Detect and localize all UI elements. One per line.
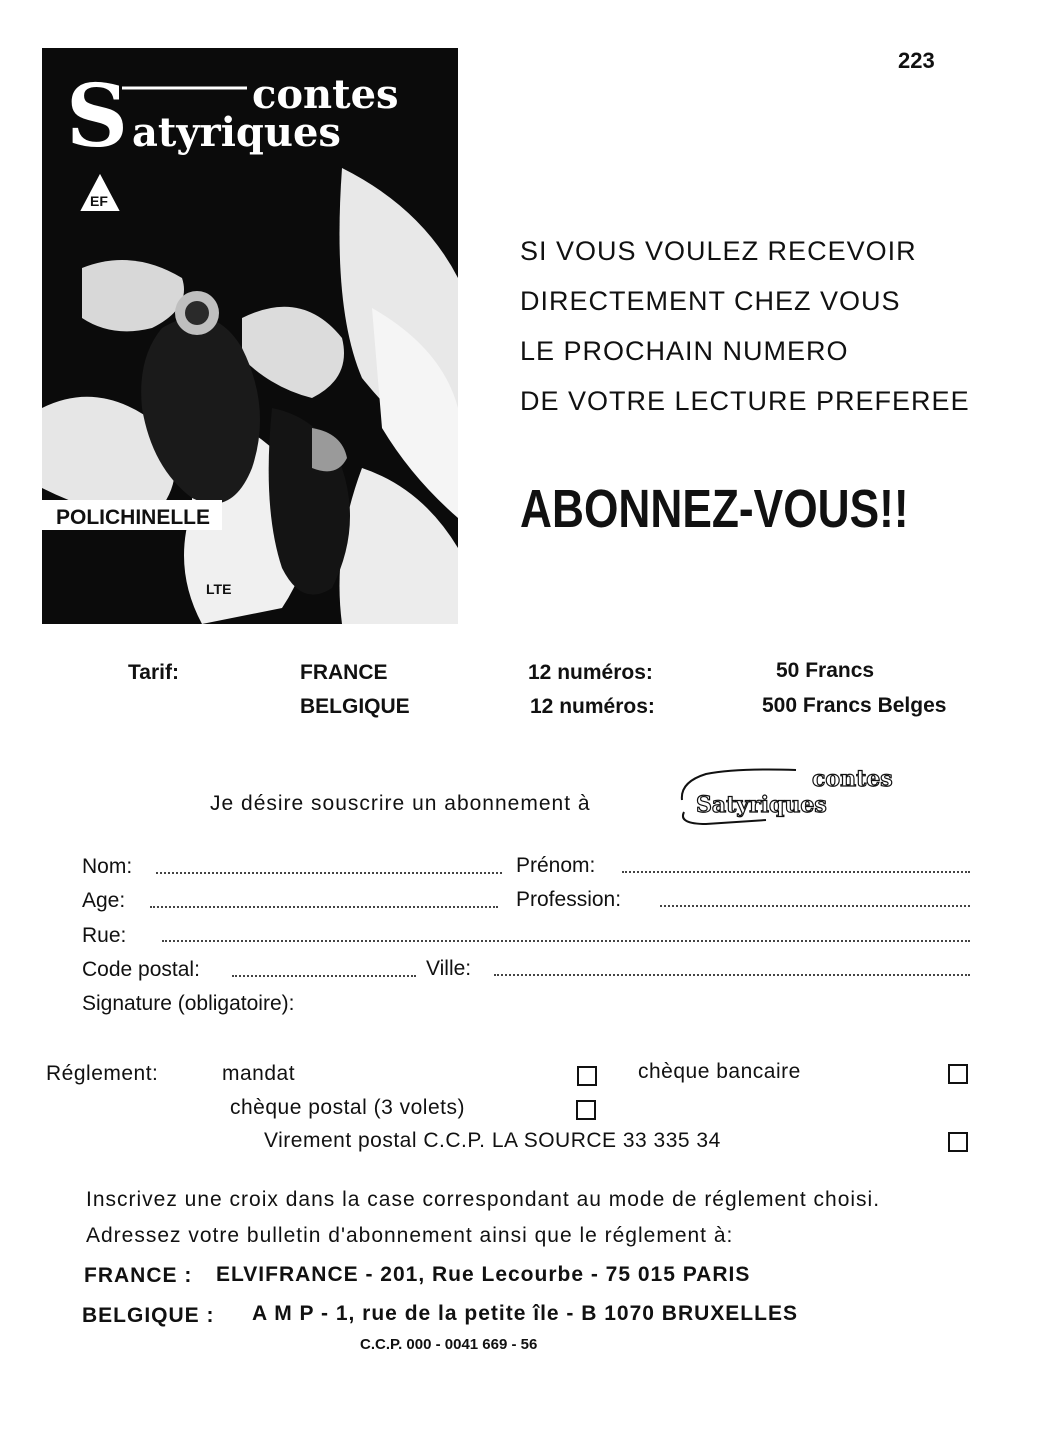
tarif-country: BELGIQUE (300, 695, 410, 718)
subscribe-text: Je désire souscrire un abonnement à (210, 792, 591, 815)
small-logo-line2: Satyriques (696, 792, 827, 818)
ville-label: Ville: (426, 957, 472, 980)
cover-title-initial: S (66, 66, 129, 167)
page-number: 223 (898, 48, 935, 73)
tarif-issues: 12 numéros: (530, 695, 655, 718)
story-title: POLICHINELLE (56, 506, 211, 529)
ville-field[interactable] (494, 974, 970, 976)
rue-field[interactable] (162, 940, 970, 942)
intro-line: DE VOTRE LECTURE PREFEREE (520, 386, 970, 416)
france-label: FRANCE : (84, 1264, 193, 1287)
cheque-postal-label: chèque postal (3 volets) (230, 1096, 465, 1119)
virement-checkbox[interactable] (948, 1132, 968, 1152)
cheque-bancaire-label: chèque bancaire (638, 1060, 801, 1083)
code-postal-field[interactable] (232, 975, 416, 977)
call-to-action: ABONNEZ-VOUS!! (520, 479, 909, 539)
age-field[interactable] (150, 906, 498, 908)
tarif-country: FRANCE (300, 661, 388, 684)
small-logo (676, 762, 936, 837)
ef-badge-text: EF (90, 193, 108, 209)
tarif-price: 50 Francs (776, 659, 875, 682)
magazine-cover (42, 48, 458, 624)
signature-label: Signature (obligatoire): (82, 992, 295, 1015)
rue-label: Rue: (82, 924, 127, 947)
small-logo-line1: contes (812, 766, 893, 792)
instruction-line: Inscrivez une croix dans la case correspondant au mode de réglement choisi. (86, 1188, 881, 1211)
profession-label: Profession: (516, 888, 622, 911)
cheque-bancaire-checkbox[interactable] (948, 1064, 968, 1084)
intro-line: SI VOUS VOULEZ RECEVOIR (520, 236, 917, 266)
nom-field[interactable] (156, 872, 502, 874)
belgique-label: BELGIQUE : (82, 1304, 215, 1327)
tarif-label: Tarif: (128, 661, 179, 684)
intro-text (520, 226, 1000, 426)
france-address: ELVIFRANCE - 201, Rue Lecourbe - 75 015 PARIS (216, 1263, 751, 1286)
cheque-postal-checkbox[interactable] (576, 1100, 596, 1120)
cover-illustration (42, 48, 458, 624)
tarif-price: 500 Francs Belges (762, 694, 947, 717)
tarif-issues: 12 numéros: (528, 661, 653, 684)
code-postal-label: Code postal: (82, 958, 200, 981)
prenom-field[interactable] (622, 871, 970, 873)
cover-title-line2: atyriques (132, 109, 341, 156)
age-label: Age: (82, 889, 126, 912)
instruction-line: Adressez votre bulletin d'abonnement ainsi que le réglement à: (86, 1224, 734, 1247)
intro-line: LE PROCHAIN NUMERO (520, 336, 849, 366)
nom-label: Nom: (82, 855, 133, 878)
prenom-label: Prénom: (516, 854, 596, 877)
mandat-label: mandat (222, 1062, 296, 1085)
payment-label: Réglement: (46, 1062, 159, 1085)
cover-corner-text: LTE (206, 581, 232, 597)
intro-line: DIRECTEMENT CHEZ VOUS (520, 286, 901, 316)
cover-title-line1: contes (252, 71, 399, 118)
ccp-number: C.C.P. 000 - 0041 669 - 56 (360, 1336, 538, 1353)
belgique-address: A M P - 1, rue de la petite île - B 1070 BRUXELLES (252, 1302, 798, 1325)
profession-field[interactable] (660, 905, 970, 907)
mandat-checkbox[interactable] (577, 1066, 597, 1086)
virement-label: Virement postal C.C.P. LA SOURCE 33 335 34 (264, 1129, 721, 1152)
